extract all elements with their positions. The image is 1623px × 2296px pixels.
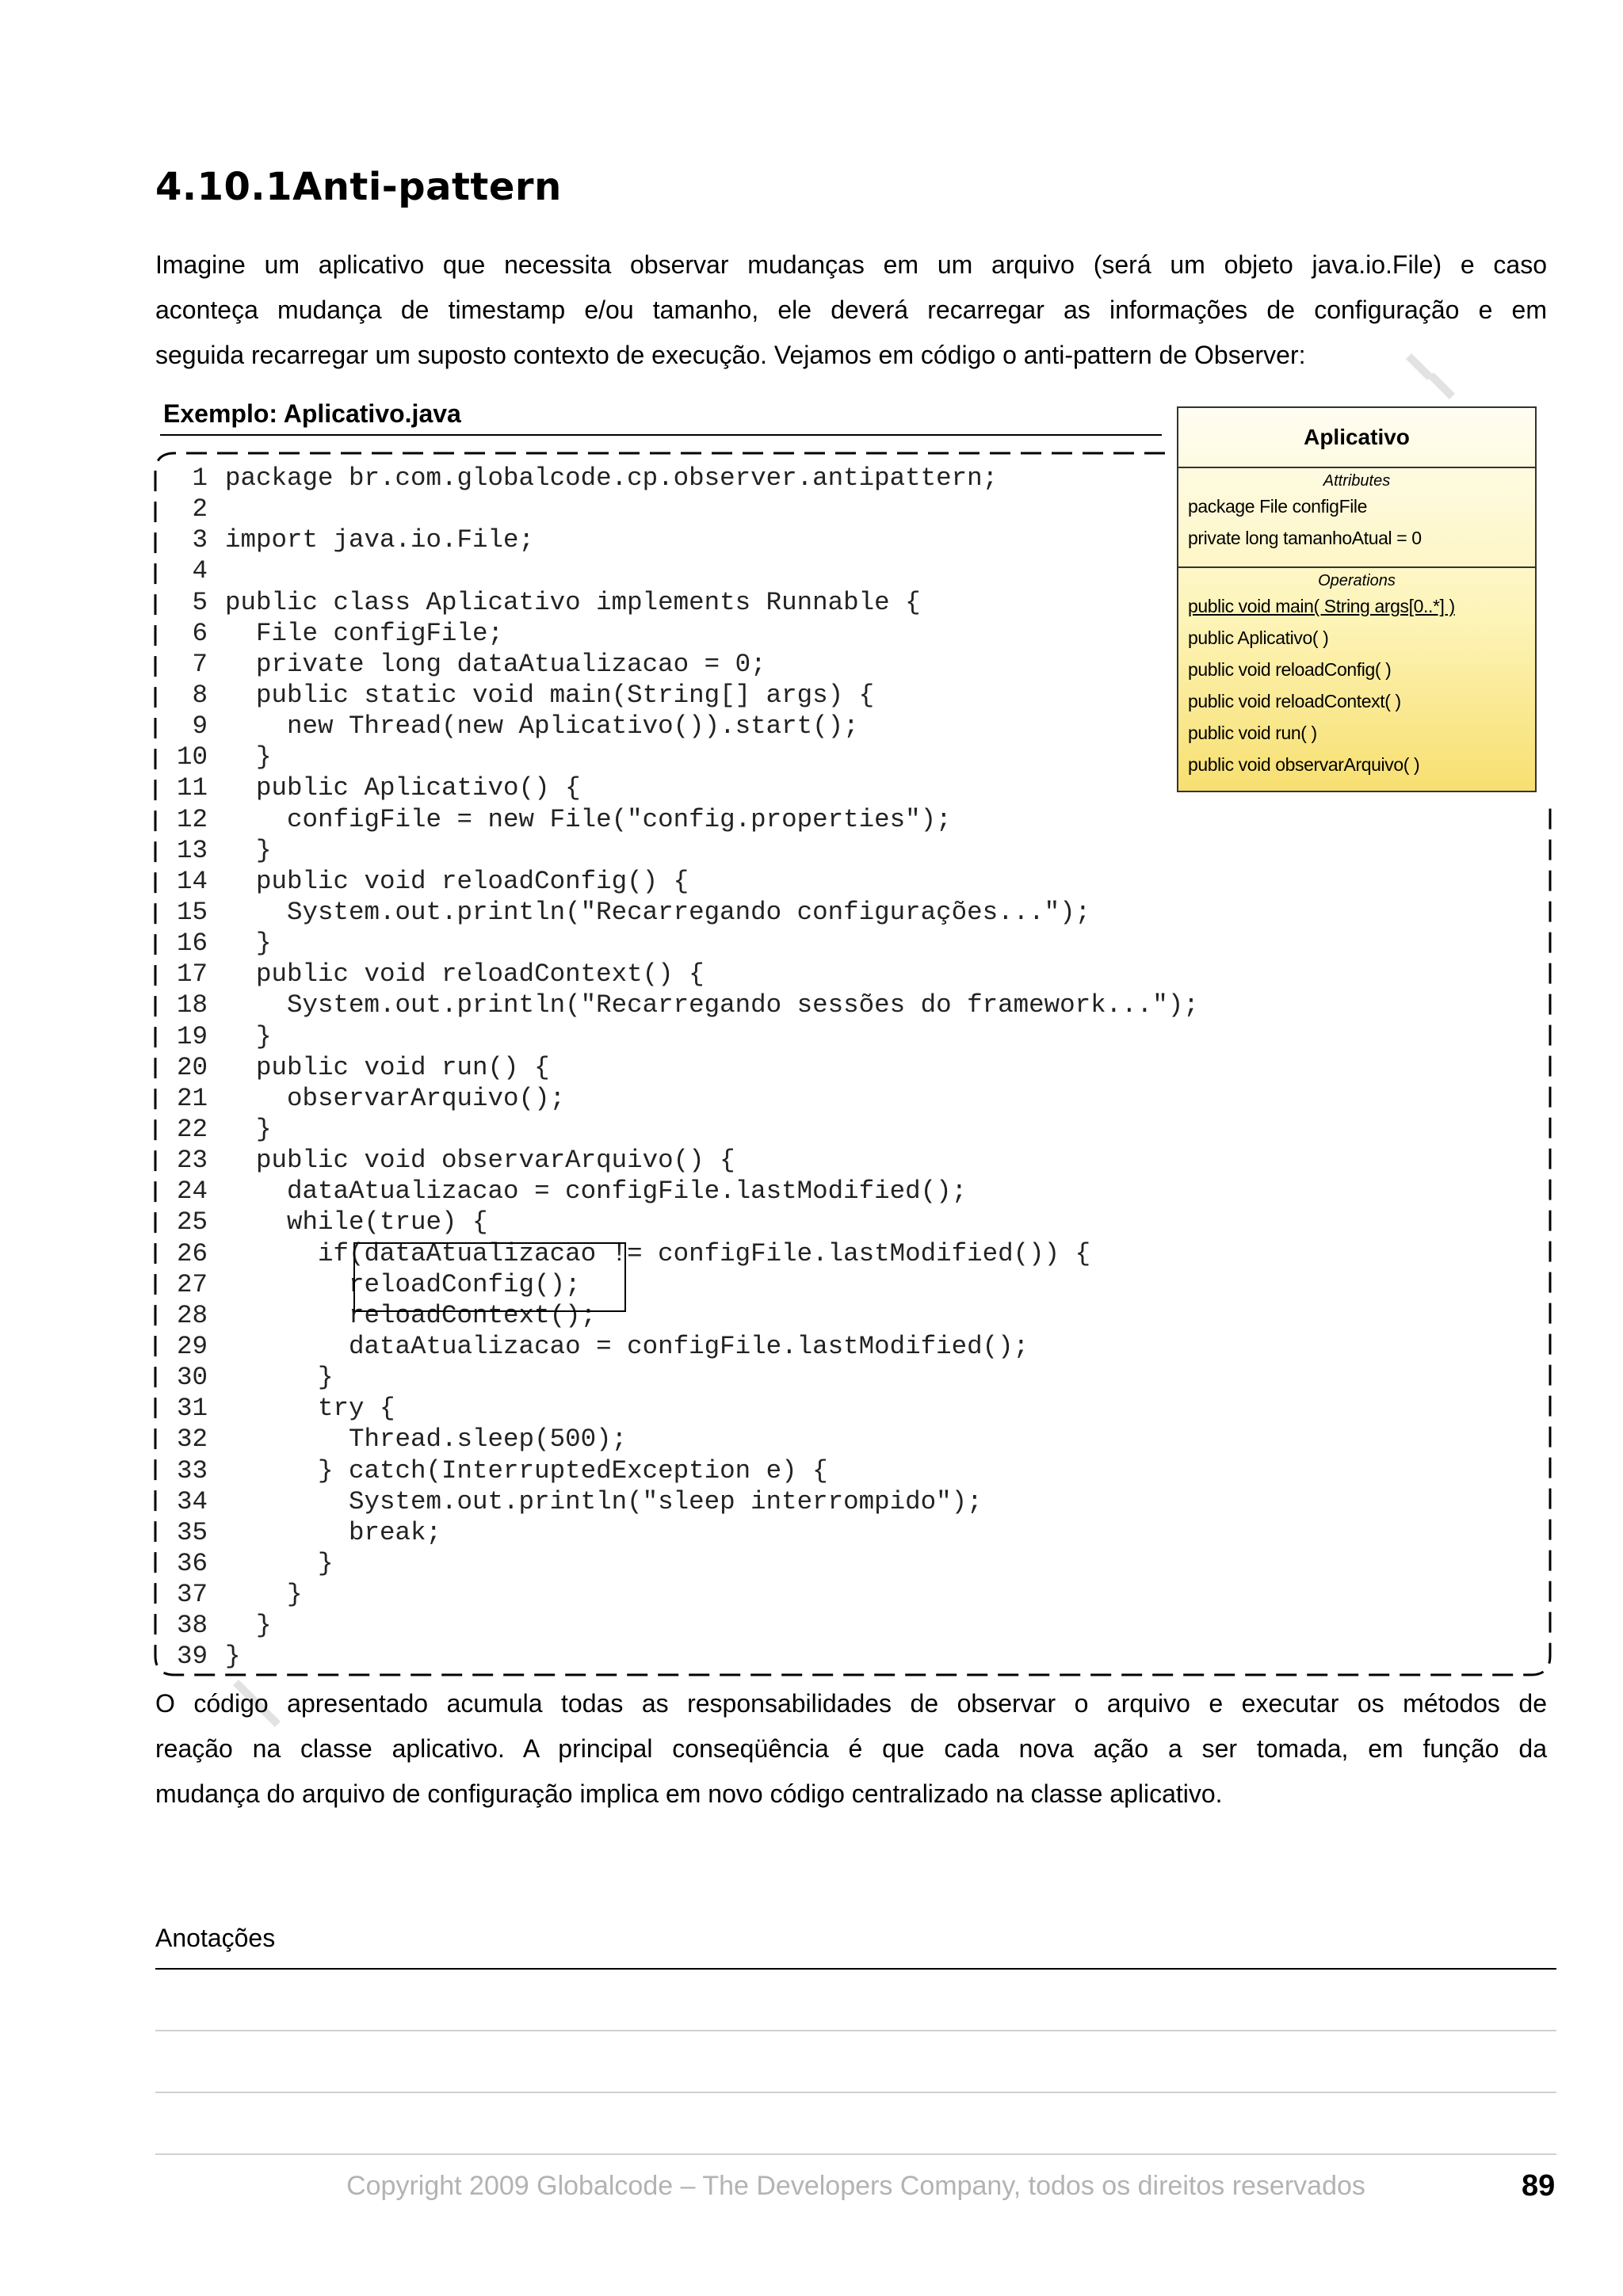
- uml-operation: public void reloadContext( ): [1188, 691, 1401, 711]
- code-text: public Aplicativo() {: [225, 773, 581, 803]
- line-number: 36: [176, 1548, 208, 1578]
- line-number: 10: [176, 742, 208, 772]
- line-number: 37: [176, 1580, 208, 1610]
- line-number: 15: [176, 897, 208, 927]
- code-line: [163, 928, 1199, 959]
- line-number: 38: [176, 1611, 208, 1641]
- line-number: 14: [176, 866, 208, 896]
- code-text: }: [225, 1363, 334, 1393]
- code-text: System.out.println("sleep interrompido");: [225, 1486, 983, 1516]
- code-text: break;: [225, 1517, 442, 1547]
- code-text: public void reloadConfig() {: [225, 866, 689, 896]
- uml-operations-section: [1178, 568, 1535, 780]
- code-text: if(dataAtualizacao != configFile.lastModified()) {: [225, 1238, 1091, 1268]
- line-number: 2: [192, 494, 208, 524]
- code-line: [163, 1021, 1199, 1052]
- uml-attributes-title: Attributes: [1323, 472, 1391, 490]
- code-line: [163, 494, 1199, 524]
- code-text: public void run() {: [225, 1052, 550, 1082]
- conclusion-line: reação na classe aplicativo. A principal conseqüência é que cada nova ação a ser tomada, em função da: [155, 1734, 1547, 1763]
- line-number: 4: [192, 556, 208, 586]
- code-line: [163, 990, 1199, 1020]
- code-line: [163, 1455, 1199, 1486]
- code-line: [163, 1362, 1199, 1393]
- code-line: [163, 1207, 1199, 1238]
- code-line: [163, 866, 1199, 897]
- code-line: [163, 711, 1199, 742]
- conclusion-line: mudança do arquivo de configuração implica em novo código centralizado na classe aplicativo.: [155, 1779, 1223, 1808]
- code-text: reloadContext();: [225, 1300, 597, 1330]
- code-line: [163, 897, 1199, 928]
- code-line: [163, 1238, 1199, 1269]
- notes-line: [155, 2030, 1556, 2031]
- code-text: Thread.sleep(500);: [225, 1425, 628, 1455]
- intro-line: Imagine um aplicativo que necessita observar mudanças em um arquivo (será um objeto java.io.File) e caso: [155, 250, 1547, 279]
- code-text: try {: [225, 1394, 395, 1424]
- code-text: public void reloadContext() {: [225, 959, 705, 990]
- notes-line: [155, 1968, 1556, 1970]
- code-line: [163, 1641, 1199, 1672]
- line-number: 22: [176, 1114, 208, 1144]
- code-line: [163, 1300, 1199, 1331]
- uml-operation: public void main( String args[0..*] ): [1188, 596, 1455, 616]
- uml-attribute: private long tamanhoAtual = 0: [1188, 528, 1422, 548]
- line-number: 27: [176, 1269, 208, 1299]
- line-number: 30: [176, 1363, 208, 1393]
- line-number: 39: [176, 1642, 208, 1672]
- code-text: dataAtualizacao = configFile.lastModified();: [225, 1177, 968, 1207]
- code-text: import java.io.File;: [225, 525, 535, 555]
- code-line: [163, 555, 1199, 586]
- line-number: 17: [176, 959, 208, 990]
- uml-operation: public void reloadConfig( ): [1188, 659, 1392, 680]
- line-number: 29: [176, 1331, 208, 1361]
- code-line: [163, 1052, 1199, 1083]
- line-number: 33: [176, 1455, 208, 1486]
- uml-attributes-section: [1178, 468, 1535, 568]
- code-line: [163, 1083, 1199, 1114]
- code-text: public static void main(String[] args) {: [225, 680, 875, 710]
- line-number: 8: [192, 680, 208, 710]
- code-text: System.out.println("Recarregando configurações...");: [225, 897, 1091, 927]
- line-number: 34: [176, 1486, 208, 1516]
- example-title: Exemplo: Aplicativo.java: [163, 399, 461, 428]
- line-number: 13: [176, 835, 208, 865]
- code-line: [163, 587, 1199, 618]
- code-line: [163, 463, 1199, 494]
- code-text: }: [225, 1114, 272, 1144]
- line-number: 23: [176, 1146, 208, 1176]
- code-line: [163, 1393, 1199, 1424]
- page-number: 89: [1522, 2169, 1556, 2203]
- code-line: [163, 1145, 1199, 1176]
- line-number: 7: [192, 649, 208, 679]
- code-text: File configFile;: [225, 618, 504, 648]
- line-number: 24: [176, 1177, 208, 1207]
- code-text: configFile = new File("config.properties");: [225, 804, 952, 834]
- code-line: [163, 1548, 1199, 1579]
- notes-label: Anotações: [155, 1924, 276, 1952]
- uml-operation: public void run( ): [1188, 723, 1317, 743]
- code-line: [163, 1114, 1199, 1145]
- code-line: [163, 772, 1199, 803]
- code-text: }: [225, 835, 272, 865]
- code-line: [163, 1517, 1199, 1548]
- line-number: 26: [176, 1238, 208, 1268]
- code-line: [163, 742, 1199, 772]
- line-number: 19: [176, 1021, 208, 1051]
- code-text: }: [225, 929, 272, 959]
- code-text: }: [225, 1642, 241, 1672]
- line-number: 1: [192, 463, 208, 493]
- code-line: [163, 524, 1199, 555]
- code-text: }: [225, 1548, 334, 1578]
- code-text: dataAtualizacao = configFile.lastModified();: [225, 1331, 1029, 1361]
- code-text: package br.com.globalcode.cp.observer.antipattern;: [225, 463, 999, 493]
- uml-attribute: package File configFile: [1188, 496, 1368, 517]
- uml-operation: public Aplicativo( ): [1188, 627, 1329, 648]
- code-line: [163, 1331, 1199, 1362]
- code-line: [163, 1424, 1199, 1455]
- code-line: [163, 649, 1199, 680]
- code-text: }: [225, 742, 272, 772]
- code-text: observarArquivo();: [225, 1083, 566, 1113]
- code-line: [163, 804, 1199, 835]
- uml-operation: public void observarArquivo( ): [1188, 754, 1420, 775]
- code-line: [163, 1579, 1199, 1610]
- code-line: [163, 835, 1199, 866]
- line-number: 6: [192, 618, 208, 648]
- code-text: }: [225, 1611, 272, 1641]
- line-number: 28: [176, 1300, 208, 1330]
- code-text: public class Aplicativo implements Runnable {: [225, 587, 921, 617]
- code-line: [163, 1610, 1199, 1641]
- line-number: 31: [176, 1394, 208, 1424]
- line-number: 12: [176, 804, 208, 834]
- line-number: 25: [176, 1207, 208, 1238]
- code-text: public void observarArquivo() {: [225, 1146, 735, 1176]
- line-number: 16: [176, 929, 208, 959]
- line-number: 35: [176, 1517, 208, 1547]
- intro-line: seguida recarregar um suposto contexto de execução. Vejamos em código o anti-pattern de Observer:: [155, 341, 1306, 369]
- line-number: 20: [176, 1052, 208, 1082]
- code-line: [163, 680, 1199, 711]
- code-line: [163, 618, 1199, 649]
- code-text: new Thread(new Aplicativo()).start();: [225, 711, 859, 742]
- uml-class-box: [1177, 406, 1537, 792]
- line-number: 11: [176, 773, 208, 803]
- notes-line: [155, 2092, 1556, 2093]
- code-text: System.out.println("Recarregando sessões do framework...");: [225, 990, 1199, 1020]
- line-number: 9: [192, 711, 208, 742]
- code-text: }: [225, 1021, 272, 1051]
- code-text: private long dataAtualizacao = 0;: [225, 649, 766, 679]
- uml-operations-title: Operations: [1318, 572, 1396, 589]
- conclusion-paragraph: [155, 1681, 1547, 1817]
- code-highlight-box: [353, 1242, 626, 1312]
- line-number: 5: [192, 587, 208, 617]
- code-line: [163, 1176, 1199, 1207]
- uml-class-name: Aplicativo: [1178, 408, 1535, 468]
- line-number: 32: [176, 1425, 208, 1455]
- line-number: 21: [176, 1083, 208, 1113]
- code-text: reloadConfig();: [225, 1269, 581, 1299]
- code-line: [163, 959, 1199, 990]
- conclusion-line: O código apresentado acumula todas as responsabilidades de observar o arquivo e executar os métodos de: [155, 1689, 1547, 1718]
- code-line: [163, 1269, 1199, 1300]
- notes-line: [155, 2153, 1556, 2155]
- section-heading: 4.10.1Anti-pattern: [155, 165, 562, 209]
- line-number: 3: [192, 525, 208, 555]
- code-text: }: [225, 1580, 303, 1610]
- code-text: } catch(InterruptedException e) {: [225, 1455, 828, 1486]
- footer-copyright: Copyright 2009 Globalcode – The Developers Company, todos os direitos reservados: [346, 2171, 1365, 2201]
- code-line: [163, 1486, 1199, 1517]
- intro-line: aconteça mudança de timestamp e/ou tamanho, ele deverá recarregar as informações de configuração e em: [155, 296, 1547, 324]
- code-listing: [163, 463, 1199, 1672]
- code-text: while(true) {: [225, 1207, 488, 1238]
- line-number: 18: [176, 990, 208, 1020]
